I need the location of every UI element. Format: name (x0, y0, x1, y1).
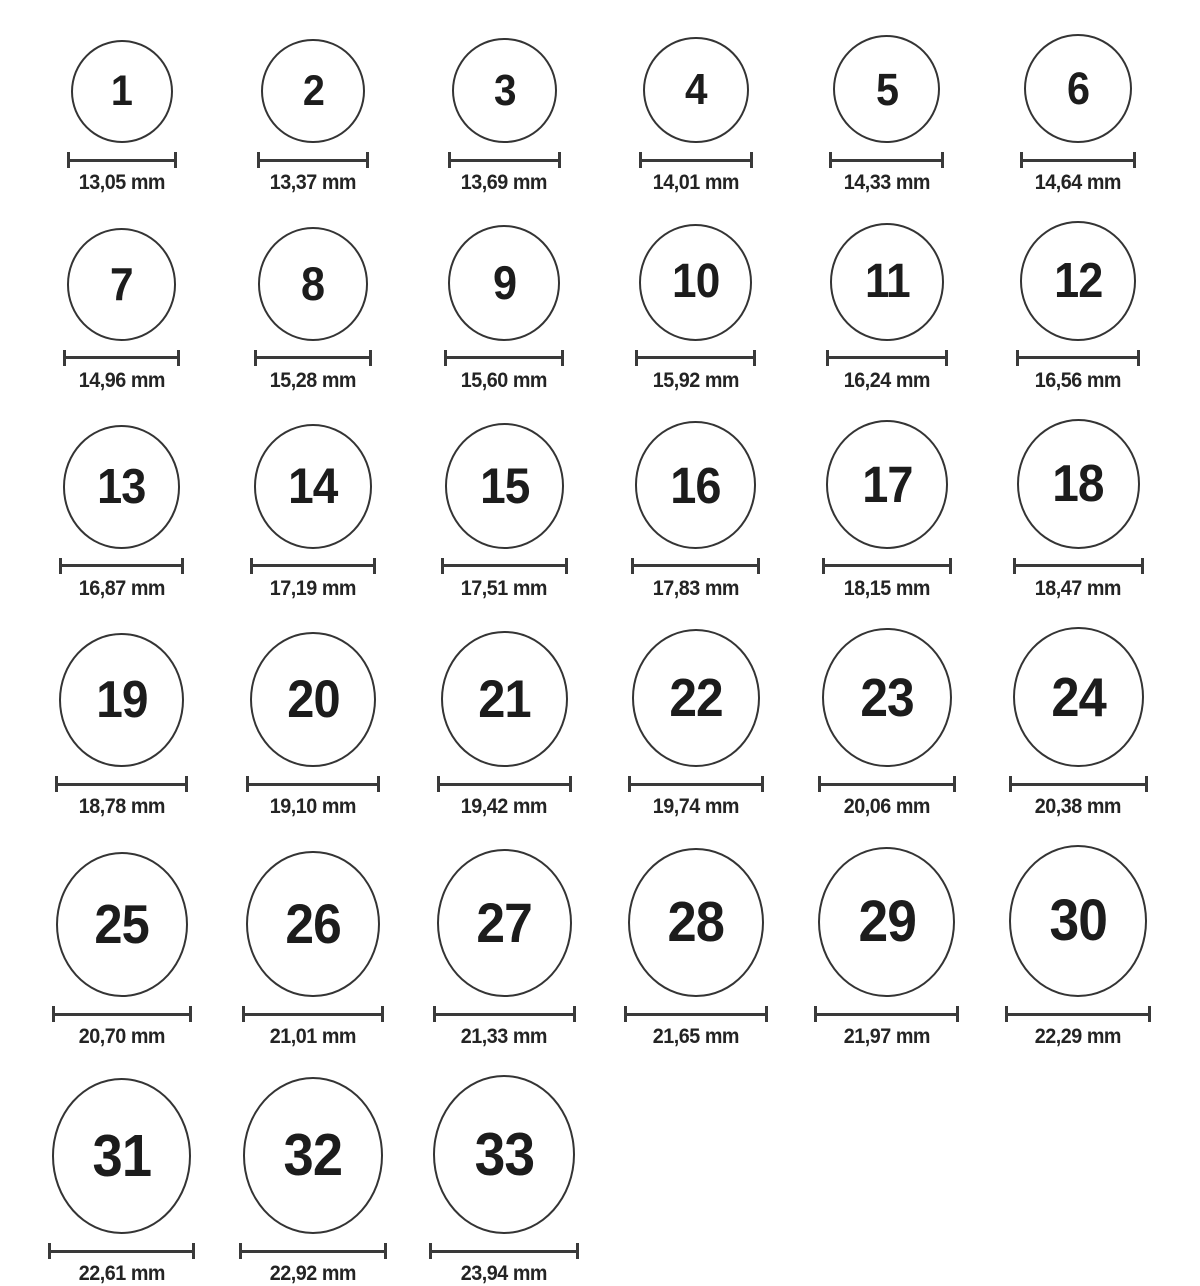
ring-circle (243, 1077, 384, 1235)
ring-size-number: 25 (94, 893, 149, 956)
ring-size-cell (242, 851, 383, 1049)
ring-size-number: 14 (288, 458, 338, 515)
ring-size-cell (444, 225, 564, 393)
dimension-tick-right (366, 152, 369, 168)
diameter-dimension-line (433, 1006, 576, 1022)
ring-size-cell (1013, 419, 1144, 601)
ring-circle (833, 35, 940, 143)
ring-size-cell (1016, 221, 1140, 392)
diameter-label: 20,06 mm (843, 795, 931, 819)
diameter-dimension-line (444, 350, 564, 366)
ring-circle (643, 37, 749, 144)
ring-circle (826, 420, 948, 549)
dimension-tick-right (1133, 152, 1136, 168)
dimension-bar (245, 1013, 380, 1016)
diameter-label: 14,01 mm (652, 171, 739, 195)
dimension-tick-right (1141, 558, 1144, 574)
dimension-bar (825, 564, 949, 567)
ring-size-number: 9 (492, 256, 516, 310)
ring-size-number: 28 (667, 890, 724, 955)
ring-size-number: 17 (861, 455, 913, 513)
dimension-tick-right (753, 350, 756, 366)
ring-size-number: 7 (110, 258, 133, 311)
dimension-tick-right (573, 1006, 576, 1022)
diameter-dimension-line (822, 558, 952, 574)
diameter-label: 13,05 mm (78, 171, 165, 195)
ring-circle (258, 227, 369, 341)
ring-size-number: 18 (1052, 454, 1105, 513)
diameter-label: 16,87 mm (78, 576, 165, 600)
dimension-tick-right (750, 152, 753, 168)
diameter-dimension-line (1016, 350, 1140, 366)
diameter-dimension-line (631, 558, 760, 574)
diameter-label: 13,37 mm (269, 171, 357, 195)
ring-circle (639, 224, 752, 341)
diameter-dimension-line (1005, 1006, 1151, 1022)
ring-size-cell (818, 628, 956, 819)
ring-circle (250, 632, 376, 767)
ring-size-cell (1020, 34, 1136, 195)
ring-size-number: 12 (1054, 253, 1103, 308)
diameter-label: 21,01 mm (269, 1025, 357, 1049)
dimension-bar (242, 1250, 385, 1253)
ring-size-cell (257, 39, 368, 195)
dimension-bar (817, 1013, 956, 1016)
ring-circle (445, 423, 565, 549)
ring-circle (830, 223, 945, 341)
ring-size-cell (67, 40, 177, 195)
diameter-dimension-line (448, 152, 561, 168)
ring-size-cell (55, 633, 188, 819)
dimension-bar (1019, 356, 1137, 359)
ring-circle (71, 40, 173, 143)
dimension-tick-right (381, 1006, 384, 1022)
diameter-label: 21,33 mm (461, 1025, 548, 1049)
dimension-tick-right (576, 1243, 579, 1259)
diameter-label: 21,97 mm (843, 1025, 931, 1049)
ring-size-number: 26 (285, 891, 341, 955)
diameter-dimension-line (239, 1243, 388, 1259)
dimension-bar (440, 783, 569, 786)
dimension-tick-right (949, 558, 952, 574)
dimension-tick-right (174, 152, 177, 168)
diameter-label: 20,70 mm (78, 1025, 165, 1049)
ring-size-cell (631, 421, 760, 600)
ring-size-number: 6 (1067, 63, 1090, 115)
dimension-tick-right (177, 350, 180, 366)
dimension-bar (1023, 159, 1133, 162)
dimension-bar (260, 159, 365, 162)
dimension-bar (444, 564, 566, 567)
diameter-label: 14,96 mm (78, 368, 165, 392)
diameter-dimension-line (1020, 152, 1136, 168)
diameter-label: 18,15 mm (843, 576, 931, 600)
ring-size-number: 30 (1049, 888, 1108, 954)
dimension-bar (832, 159, 941, 162)
dimension-bar (62, 564, 181, 567)
dimension-tick-right (377, 776, 380, 792)
diameter-dimension-line (437, 776, 572, 792)
dimension-bar (821, 783, 953, 786)
ring-size-number: 23 (860, 667, 914, 728)
ring-size-cell (52, 852, 192, 1049)
ring-circle (818, 847, 955, 997)
ring-size-number: 22 (668, 668, 723, 729)
ring-size-cell (628, 629, 764, 819)
dimension-bar (627, 1013, 765, 1016)
ring-circle (1009, 845, 1147, 997)
ring-circle (635, 421, 756, 548)
diameter-dimension-line (1013, 558, 1144, 574)
diameter-label: 22,61 mm (78, 1262, 165, 1286)
diameter-label: 20,38 mm (1035, 795, 1122, 819)
diameter-label: 19,42 mm (461, 795, 548, 819)
ring-circle (1020, 221, 1136, 340)
dimension-bar (432, 1250, 576, 1253)
diameter-label: 18,78 mm (78, 795, 165, 819)
dimension-bar (447, 356, 561, 359)
diameter-label: 14,33 mm (843, 171, 931, 195)
ring-size-cell (429, 1075, 579, 1286)
dimension-bar (55, 1013, 189, 1016)
dimension-bar (1008, 1013, 1148, 1016)
diameter-label: 15,28 mm (269, 368, 357, 392)
diameter-dimension-line (242, 1006, 383, 1022)
ring-size-number: 27 (476, 891, 533, 955)
ring-size-number: 15 (479, 457, 529, 514)
ring-size-cell (59, 425, 184, 600)
diameter-dimension-line (67, 152, 177, 168)
dimension-tick-right (192, 1243, 195, 1259)
ring-size-cell (250, 424, 376, 601)
dimension-tick-right (569, 776, 572, 792)
ring-size-number: 16 (670, 456, 721, 514)
dimension-bar (1016, 564, 1141, 567)
ring-circle (254, 424, 372, 549)
diameter-dimension-line (639, 152, 753, 168)
ring-circle (52, 1078, 192, 1234)
diameter-dimension-line (55, 776, 188, 792)
ring-size-number: 5 (875, 63, 899, 115)
dimension-bar (249, 783, 377, 786)
dimension-tick-right (953, 776, 956, 792)
ring-size-number: 31 (92, 1122, 151, 1189)
ring-size-number: 1 (111, 67, 133, 116)
ring-size-cell (639, 37, 753, 196)
diameter-label: 22,92 mm (269, 1262, 357, 1286)
ring-size-cell (441, 423, 569, 601)
ring-circle (1024, 34, 1132, 143)
dimension-tick-right (1137, 350, 1140, 366)
dimension-tick-right (369, 350, 372, 366)
diameter-label: 15,60 mm (461, 368, 548, 392)
diameter-dimension-line (628, 776, 764, 792)
dimension-bar (642, 159, 750, 162)
diameter-label: 17,19 mm (269, 576, 357, 600)
ring-circle (433, 1075, 575, 1234)
dimension-bar (70, 159, 174, 162)
dimension-tick-right (761, 776, 764, 792)
ring-circle (246, 851, 379, 997)
ring-circle (63, 425, 180, 548)
dimension-bar (638, 356, 753, 359)
ring-size-cell (635, 224, 756, 393)
dimension-bar (451, 159, 558, 162)
dimension-tick-right (189, 1006, 192, 1022)
ring-size-cell (239, 1077, 388, 1286)
ring-size-number: 11 (864, 254, 910, 308)
diameter-label: 19,10 mm (269, 795, 357, 819)
ring-size-cell (1009, 627, 1148, 820)
dimension-tick-right (558, 152, 561, 168)
ring-circle (822, 628, 952, 767)
dimension-bar (66, 356, 178, 359)
dimension-bar (51, 1250, 193, 1253)
ring-size-cell (246, 632, 380, 819)
ring-size-cell (624, 848, 768, 1049)
ring-size-cell (826, 223, 949, 393)
diameter-dimension-line (624, 1006, 768, 1022)
ring-size-number: 10 (672, 255, 720, 309)
ring-circle (261, 39, 364, 143)
diameter-dimension-line (1009, 776, 1148, 792)
dimension-tick-right (384, 1243, 387, 1259)
ring-size-cell (433, 849, 576, 1049)
dimension-tick-right (373, 558, 376, 574)
dimension-bar (253, 564, 373, 567)
ring-size-cell (437, 631, 572, 820)
ring-circle (1013, 627, 1144, 768)
ring-size-number: 2 (302, 66, 324, 115)
ring-size-cell (1005, 845, 1151, 1049)
ring-size-cell (814, 847, 959, 1049)
diameter-dimension-line (441, 558, 569, 574)
diameter-label: 22,29 mm (1035, 1025, 1122, 1049)
dimension-tick-right (757, 558, 760, 574)
ring-circle (452, 38, 557, 144)
ring-size-number: 13 (97, 459, 146, 514)
diameter-dimension-line (48, 1243, 196, 1259)
ring-circle (56, 852, 188, 997)
ring-circle (448, 225, 560, 341)
ring-circle (67, 228, 177, 341)
ring-size-cell (822, 420, 952, 601)
dimension-tick-right (945, 350, 948, 366)
diameter-label: 15,92 mm (652, 368, 739, 392)
ring-size-number: 8 (301, 257, 325, 311)
dimension-tick-right (185, 776, 188, 792)
diameter-label: 17,83 mm (652, 576, 739, 600)
ring-circle (1017, 419, 1140, 549)
ring-size-number: 32 (283, 1121, 343, 1188)
diameter-label: 19,74 mm (652, 795, 739, 819)
ring-circle (437, 849, 572, 997)
diameter-dimension-line (814, 1006, 959, 1022)
diameter-dimension-line (246, 776, 380, 792)
diameter-label: 13,69 mm (461, 171, 548, 195)
diameter-dimension-line (818, 776, 956, 792)
dimension-tick-right (565, 558, 568, 574)
diameter-label: 18,47 mm (1035, 576, 1122, 600)
ring-size-cell (63, 228, 181, 393)
diameter-label: 21,65 mm (652, 1025, 739, 1049)
dimension-bar (631, 783, 761, 786)
ring-size-number: 3 (493, 65, 516, 115)
ring-size-cell (254, 227, 373, 393)
dimension-tick-right (956, 1006, 959, 1022)
diameter-dimension-line (635, 350, 756, 366)
ring-size-number: 19 (95, 671, 148, 730)
diameter-dimension-line (59, 558, 184, 574)
ring-circle (441, 631, 568, 768)
diameter-dimension-line (63, 350, 181, 366)
diameter-dimension-line (254, 350, 373, 366)
dimension-tick-right (941, 152, 944, 168)
dimension-bar (1012, 783, 1145, 786)
dimension-bar (436, 1013, 573, 1016)
ring-size-cell (829, 35, 944, 195)
diameter-label: 17,51 mm (461, 576, 548, 600)
diameter-dimension-line (52, 1006, 192, 1022)
dimension-bar (58, 783, 185, 786)
diameter-label: 16,56 mm (1035, 368, 1122, 392)
ring-size-number: 4 (684, 64, 707, 114)
dimension-bar (257, 356, 370, 359)
ring-size-number: 21 (478, 669, 531, 729)
ring-size-cell (448, 38, 561, 196)
diameter-dimension-line (250, 558, 376, 574)
diameter-dimension-line (829, 152, 944, 168)
ring-size-cell (48, 1078, 196, 1286)
diameter-dimension-line (429, 1243, 579, 1259)
ring-circle (628, 848, 764, 997)
dimension-tick-right (561, 350, 564, 366)
dimension-tick-right (1148, 1006, 1151, 1022)
diameter-label: 16,24 mm (843, 368, 931, 392)
ring-circle (632, 629, 760, 767)
dimension-bar (634, 564, 757, 567)
dimension-tick-right (765, 1006, 768, 1022)
ring-size-number: 29 (858, 888, 916, 954)
diameter-label: 23,94 mm (461, 1262, 548, 1286)
diameter-label: 14,64 mm (1035, 171, 1122, 195)
ring-size-number: 20 (286, 670, 340, 730)
ring-size-number: 24 (1051, 665, 1106, 728)
ring-size-number: 33 (474, 1120, 535, 1188)
diameter-dimension-line (257, 152, 368, 168)
dimension-bar (829, 356, 946, 359)
dimension-tick-right (181, 558, 184, 574)
ring-circle (59, 633, 184, 767)
dimension-tick-right (1145, 776, 1148, 792)
diameter-dimension-line (826, 350, 949, 366)
